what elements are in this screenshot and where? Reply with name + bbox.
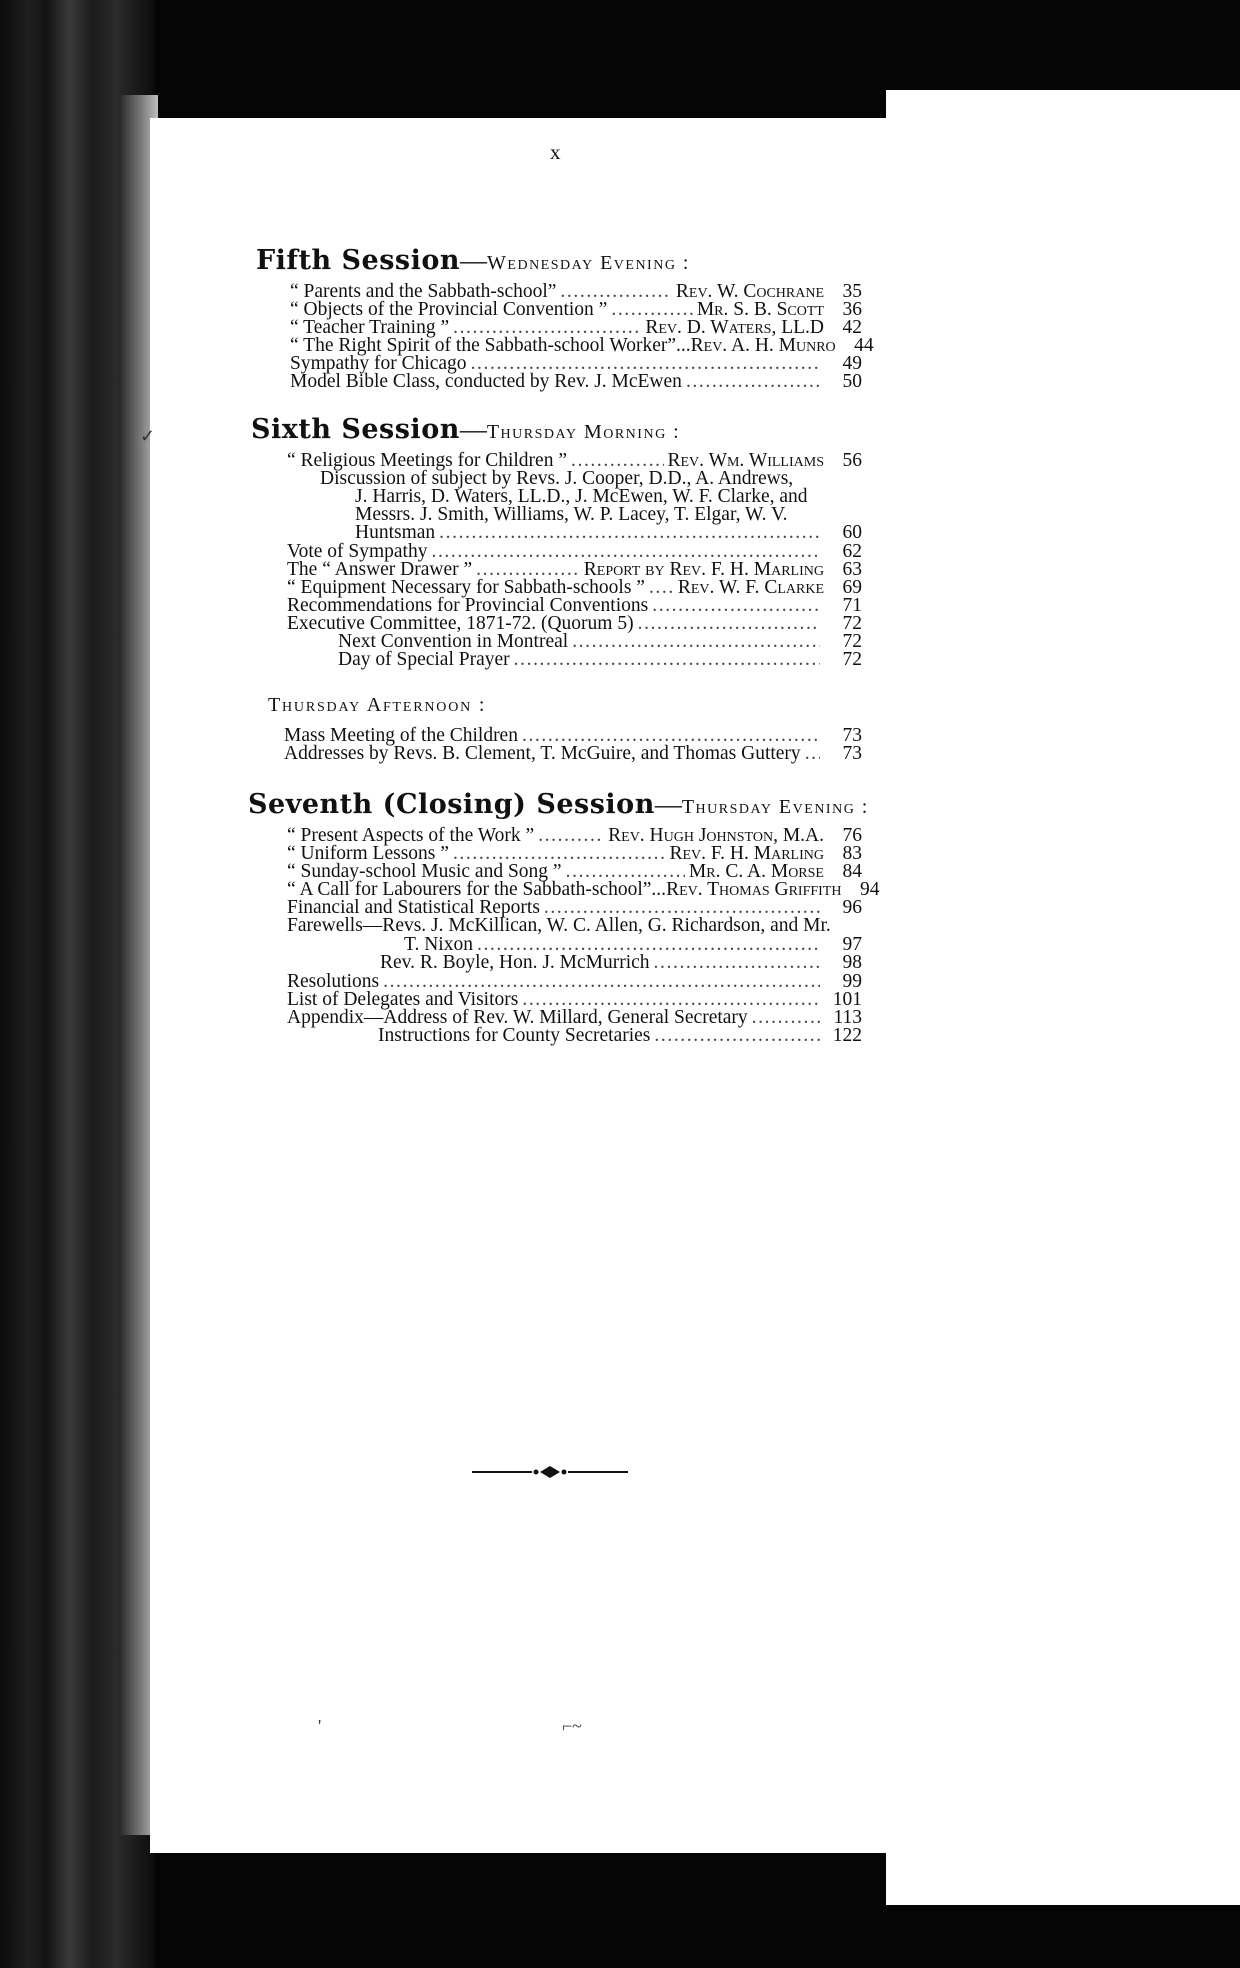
- ink-mark: ⌐~: [562, 1716, 582, 1736]
- page-ref: 98: [842, 952, 862, 973]
- entry-author: Rev. Hugh Johnston, M.A.: [608, 825, 824, 846]
- toc-continuation: Farewells—Revs. J. McKillican, W. C. Allen, G. Richardson, and Mr.: [287, 915, 831, 936]
- leader-dots: [686, 371, 820, 393]
- session-time: Wednesday Evening :: [487, 252, 690, 274]
- toc-entry[interactable]: [338, 649, 862, 671]
- entry-author: Rev. Wm. Williams: [667, 450, 824, 471]
- page-ref: 73: [842, 725, 862, 746]
- entry-title: “ Religious Meetings for Children ”: [287, 450, 567, 471]
- toc-continuation: Discussion of subject by Revs. J. Cooper, D.D., A. Andrews,: [320, 468, 794, 489]
- page-ref: 63: [842, 559, 862, 580]
- entry-title: Addresses by Revs. B. Clement, T. McGuire, and Thomas Guttery: [284, 743, 801, 764]
- separator: —: [459, 414, 487, 444]
- page-ref: 36: [842, 299, 862, 320]
- page-ref: 42: [842, 317, 862, 338]
- page-number: x: [550, 140, 561, 164]
- entry-author: Rev. W. F. Clarke: [677, 577, 824, 598]
- page-ref: 83: [842, 843, 862, 864]
- page-ref: 84: [842, 861, 862, 882]
- separator: —: [654, 789, 682, 819]
- entry-title: Huntsman: [355, 522, 436, 543]
- entry-title: Mass Meeting of the Children: [284, 725, 518, 746]
- entry-title: “ Uniform Lessons ”: [287, 843, 449, 864]
- toc-entry[interactable]: [290, 371, 862, 393]
- page-ref: 72: [842, 631, 862, 652]
- leader-dots: [805, 743, 820, 765]
- entry-author: Mr. S. B. Scott: [696, 299, 824, 320]
- entry-title: “ Objects of the Provincial Convention ”: [290, 299, 608, 320]
- page-ref: 72: [842, 649, 862, 670]
- entry-title: Appendix—Address of Rev. W. Millard, General Secretary: [287, 1007, 748, 1028]
- afternoon-heading: Thursday Afternoon :: [268, 694, 487, 716]
- entry-title: List of Delegates and Visitors: [287, 989, 519, 1010]
- page-ref: 35: [842, 281, 862, 302]
- page-ref: 76: [842, 825, 862, 846]
- page-ref: 97: [842, 934, 862, 955]
- leader-dots: [654, 1025, 820, 1047]
- entry-title: Instructions for County Secretaries: [378, 1025, 651, 1046]
- page-ref: 113: [833, 1007, 862, 1028]
- toc-continuation: Messrs. J. Smith, Williams, W. P. Lacey, T. Elgar, W. V.: [355, 504, 788, 525]
- entry-author: Report by Rev. F. H. Marling: [583, 559, 824, 580]
- entry-title: Executive Committee, 1871-72. (Quorum 5): [287, 613, 634, 634]
- entry-author: Rev. F. H. Marling: [669, 843, 824, 864]
- entry-title: “ Teacher Training ”: [290, 317, 450, 338]
- page-ref: 94: [859, 879, 880, 900]
- ornament-rule-icon: [470, 1462, 630, 1482]
- entry-title: “ A Call for Labourers for the Sabbath-school”...: [287, 879, 667, 900]
- entry-author: Rev. Thomas Griffith: [666, 879, 842, 900]
- leader-dots: [514, 649, 820, 671]
- session-heading-seventh: [248, 789, 869, 820]
- page-ref: 99: [842, 971, 862, 992]
- toc-continuation: J. Harris, D. Waters, LL.D., J. McEwen, W. F. Clarke, and: [355, 486, 808, 507]
- page-ref: 56: [842, 450, 862, 471]
- entry-title: Sympathy for Chicago: [290, 353, 467, 374]
- session-title: Fifth Session: [256, 245, 461, 276]
- entry-title: “ Present Aspects of the Work ”: [287, 825, 535, 846]
- entry-author: Rev. W. Cochrane: [675, 281, 824, 302]
- entry-title: Day of Special Prayer: [338, 649, 510, 670]
- entry-title: Model Bible Class, conducted by Rev. J. McEwen: [290, 371, 682, 392]
- session-heading-sixth: [251, 414, 680, 445]
- entry-title: Vote of Sympathy: [287, 541, 428, 562]
- ink-mark: ': [318, 1716, 322, 1736]
- page-ref: 49: [842, 353, 862, 374]
- ink-mark: ✓: [140, 426, 156, 446]
- page-ref: 96: [842, 897, 862, 918]
- session-title: Sixth Session: [251, 414, 460, 445]
- page-ref: 122: [832, 1025, 862, 1046]
- entry-title: Recommendations for Provincial Conventions: [287, 595, 649, 616]
- separator: —: [460, 245, 488, 275]
- page-ref: 62: [842, 541, 862, 562]
- toc-entry[interactable]: [378, 1025, 862, 1047]
- session-title: Seventh (Closing) Session: [248, 789, 655, 820]
- session-heading-fifth: [256, 245, 690, 276]
- entry-author: Rev. A. H. Munro: [690, 335, 836, 356]
- toc-entry[interactable]: [284, 743, 862, 765]
- page-ref: 69: [842, 577, 862, 598]
- entry-title: Resolutions: [287, 971, 380, 992]
- page-ref: 60: [842, 522, 862, 543]
- page-ref: 73: [842, 743, 862, 764]
- page-ref: 44: [854, 335, 874, 356]
- entry-title: Next Convention in Montreal: [338, 631, 569, 652]
- entry-title: Rev. R. Boyle, Hon. J. McMurrich: [380, 952, 650, 973]
- page-ref: 101: [832, 989, 862, 1010]
- entry-title: “ The Right Spirit of the Sabbath-school Worker”...: [290, 335, 691, 356]
- entry-title: “ Equipment Necessary for Sabbath-schools ”: [287, 577, 645, 598]
- page-ref: 50: [842, 371, 862, 392]
- entry-author: Mr. C. A. Morse: [688, 861, 824, 882]
- entry-title: Financial and Statistical Reports: [287, 897, 540, 918]
- session-time: Thursday Morning :: [486, 421, 681, 443]
- page-ref: 71: [842, 595, 862, 616]
- session-time: Thursday Evening :: [681, 796, 869, 818]
- entry-title: “ Parents and the Sabbath-school”: [290, 281, 557, 302]
- entry-title: The “ Answer Drawer ”: [287, 559, 473, 580]
- entry-title: “ Sunday-school Music and Song ”: [287, 861, 562, 882]
- entry-author: Rev. D. Waters, LL.D: [645, 317, 824, 338]
- entry-title: T. Nixon: [404, 934, 473, 955]
- page-ref: 72: [842, 613, 862, 634]
